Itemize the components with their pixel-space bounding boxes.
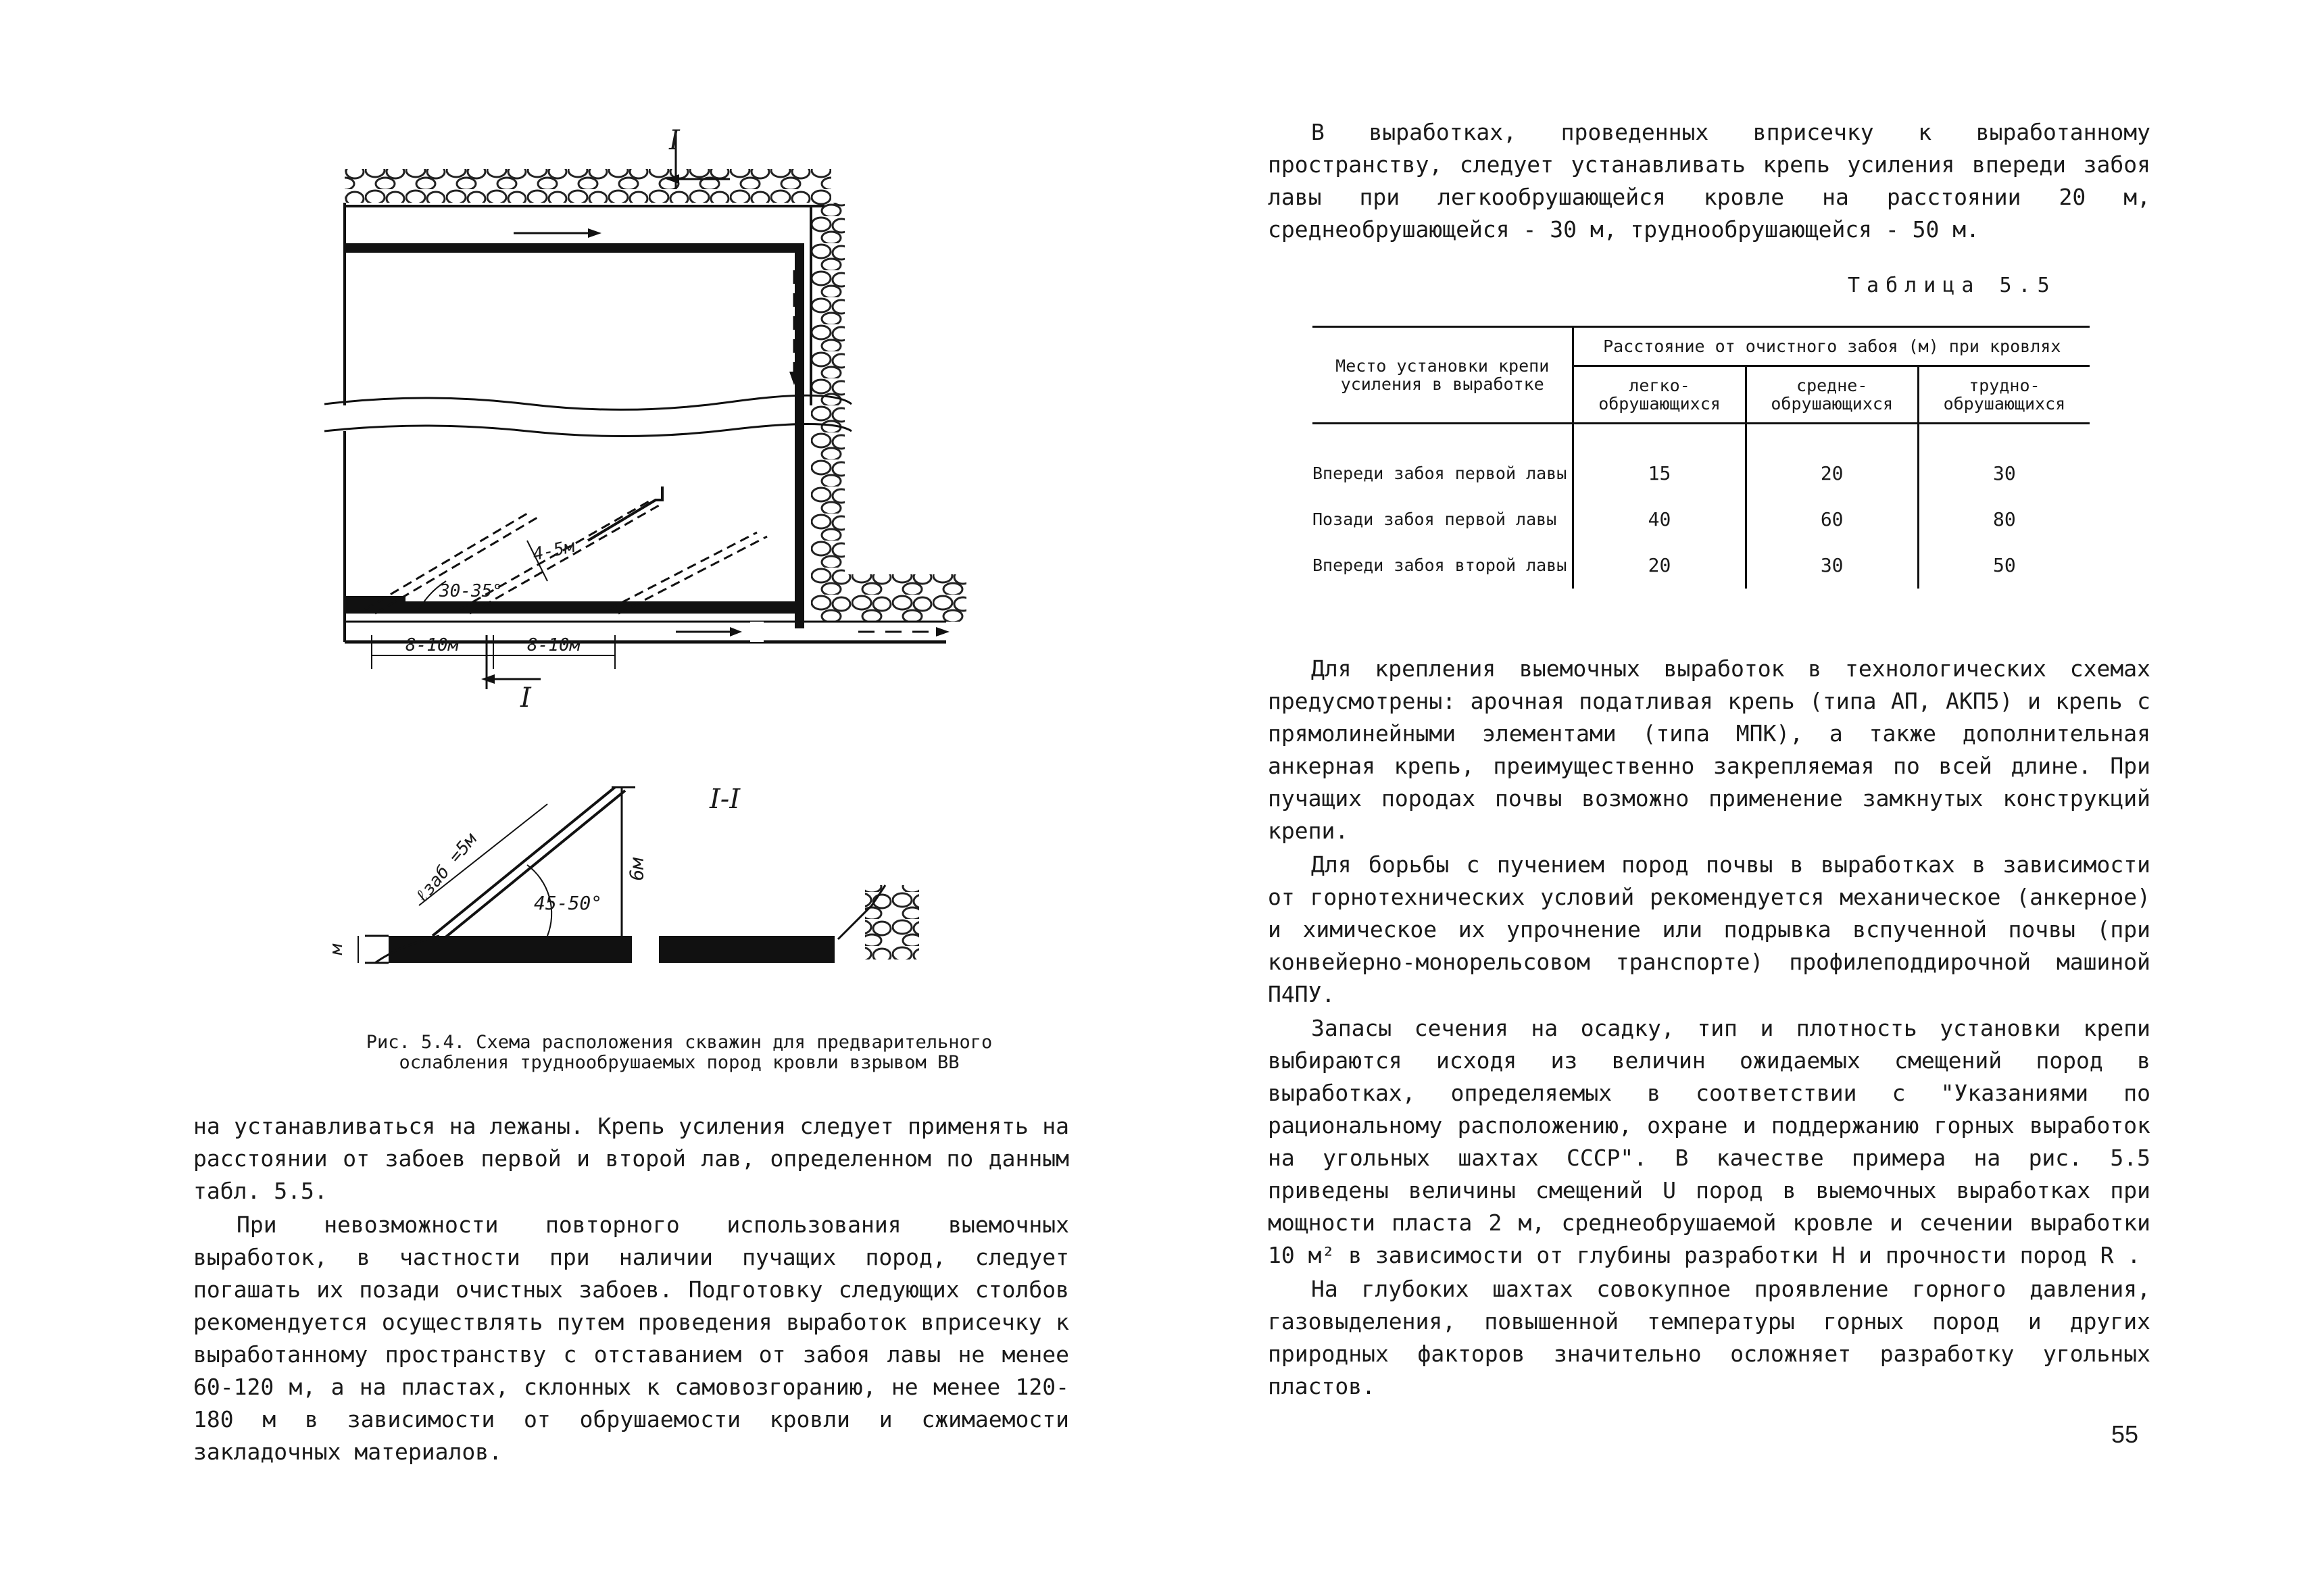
cell: 50 <box>1993 554 2016 576</box>
table-5-5 <box>1312 326 2090 589</box>
right-body-text <box>1268 653 2150 1404</box>
table-row <box>1312 451 2090 497</box>
label-section-view: I-I <box>710 784 741 815</box>
label-section-bottom: I <box>520 682 531 714</box>
right-paragraph-2: Для крепления выемочных выработок в технологических схемах предусмотрены: арочная податливая крепь (типа АП, АКП5) и крепь с прямолинейными элементами (типа МПК), а также дополнительная анкерная крепь, преимущественно закрепляемая по всей длине. При пучащих породах почвы возможно применение замкнутых конструкций крепи. <box>1268 655 2150 844</box>
cell: 80 <box>1993 508 2016 530</box>
cell: 20 <box>1573 543 1746 589</box>
left-paragraph-2: При невозможности повторного использования выемочных выработок, в частности при наличии пучащих пород, следует погашать их позади очистных забоев. Подготовку следующих столбов рекомендуется осуществлять путем проведения выработок вприсечку к выработанному пространству с отставанием от забоя лавы не менее 60-120 м, а на пластах, склонных к самовозгоранию, не менее 120-180 м в зависимости от обрушаемости кровли и сжимаемости закладочных материалов. <box>193 1212 1069 1465</box>
cell: 30 <box>1746 543 1918 589</box>
row-place: Позади забоя первой лавы <box>1312 497 1573 543</box>
label-8-10m-b: 8-10м <box>527 635 581 655</box>
rock-band-top <box>345 169 831 203</box>
table-row <box>1312 543 2090 589</box>
cell: 40 <box>1573 497 1746 543</box>
left-body-text <box>193 1110 1069 1470</box>
right-paragraph-4: Запасы сечения на осадку, тип и плотность установки крепи выбираются исходя из величин ожидаемых смещений пород в выработках, определяемых в соответствии с "Указаниями по рациональному расположению, охране и поддержанию горных выработок на угольных шахтах СССР". В качестве примера на рис. 5.5 приведены величины смещений U пород в выемочных выработках при мощности пласта 2 м, среднеобрушаемой кровле и сечении выработки 10 м² в зависимости от глубины разработки H и прочности пород R . <box>1268 1015 2150 1268</box>
header-distance-group: Расстояние от очистного забоя (м) при кровлях <box>1573 327 2090 366</box>
figure-5-4 <box>324 108 1000 1007</box>
label-lzab: ℓзаб =5м <box>411 829 481 907</box>
table-title: Таблица 5.5 <box>1848 274 2057 297</box>
figure-caption <box>297 1032 1061 1073</box>
right-top-text <box>1268 116 2150 247</box>
figure-drawing <box>324 108 1000 1007</box>
label-4-5m: 4-5м <box>531 536 577 566</box>
caption-line-2: ослабления труднообрушаемых пород кровли взрывом ВВ <box>399 1052 960 1073</box>
page-number: 55 <box>2111 1420 2139 1448</box>
row-place: Впереди забоя первой лавы <box>1312 451 1573 497</box>
label-8-10m-a: 8-10м <box>405 635 459 655</box>
right-paragraph-1: В выработках, проведенных вприсечку к выработанному пространству, следует устанавливать крепь усиления впереди забоя лавы при легкообрушающейся кровле на расстоянии 20 м, среднеобрушающейся - 30 м, труднообрушающейся - 50 м. <box>1268 119 2150 243</box>
left-paragraph-1: на устанавливаться на лежаны. Крепь усиления следует применять на расстоянии от забоев первой и второй лав, определенном по данным табл. 5.5. <box>193 1113 1069 1204</box>
subheader-medium: средне-обрушающихся <box>1746 366 1918 424</box>
right-paragraph-3: Для борьбы с пучением пород почвы в выработках в зависимости от горнотехнических условий рекомендуется механическое (анкерное) и химическое их упрочнение или подрывка вспученной почвы (при конвейерно-монорельсовом транспорте) профилеподдирочной машиной П4ПУ. <box>1268 851 2150 1007</box>
caption-line-1: Рис. 5.4. Схема расположения скважин для предварительного <box>366 1032 993 1053</box>
right-paragraph-5: На глубоких шахтах совокупное проявление горного давления, газовыделения, повышенной температуры горных пород и других природных факторов значительно осложняет разработку угольных пластов. <box>1268 1276 2150 1399</box>
label-section-top: I <box>669 125 680 156</box>
right-page <box>1157 0 2314 1596</box>
cell: 20 <box>1746 451 1918 497</box>
label-angle-45-50: 45-50° <box>534 892 603 914</box>
cell: 60 <box>1746 497 1918 543</box>
rock-column-right <box>811 203 845 622</box>
label-angle-30-35: 30-35° <box>439 581 503 601</box>
subheader-easy: легко-обрушающихся <box>1573 366 1746 424</box>
subheader-hard: трудно-обрушающихся <box>1943 376 2066 414</box>
header-place: Место установки крепи усиления в выработке <box>1312 327 1573 424</box>
cell: 15 <box>1573 451 1746 497</box>
cell: 30 <box>1993 462 2016 484</box>
label-6m: 6м <box>625 857 648 881</box>
rock-mass-lower-right <box>845 574 966 622</box>
label-m: м <box>326 944 347 955</box>
row-place: Впереди забоя второй лавы <box>1312 543 1573 589</box>
table-row <box>1312 497 2090 543</box>
